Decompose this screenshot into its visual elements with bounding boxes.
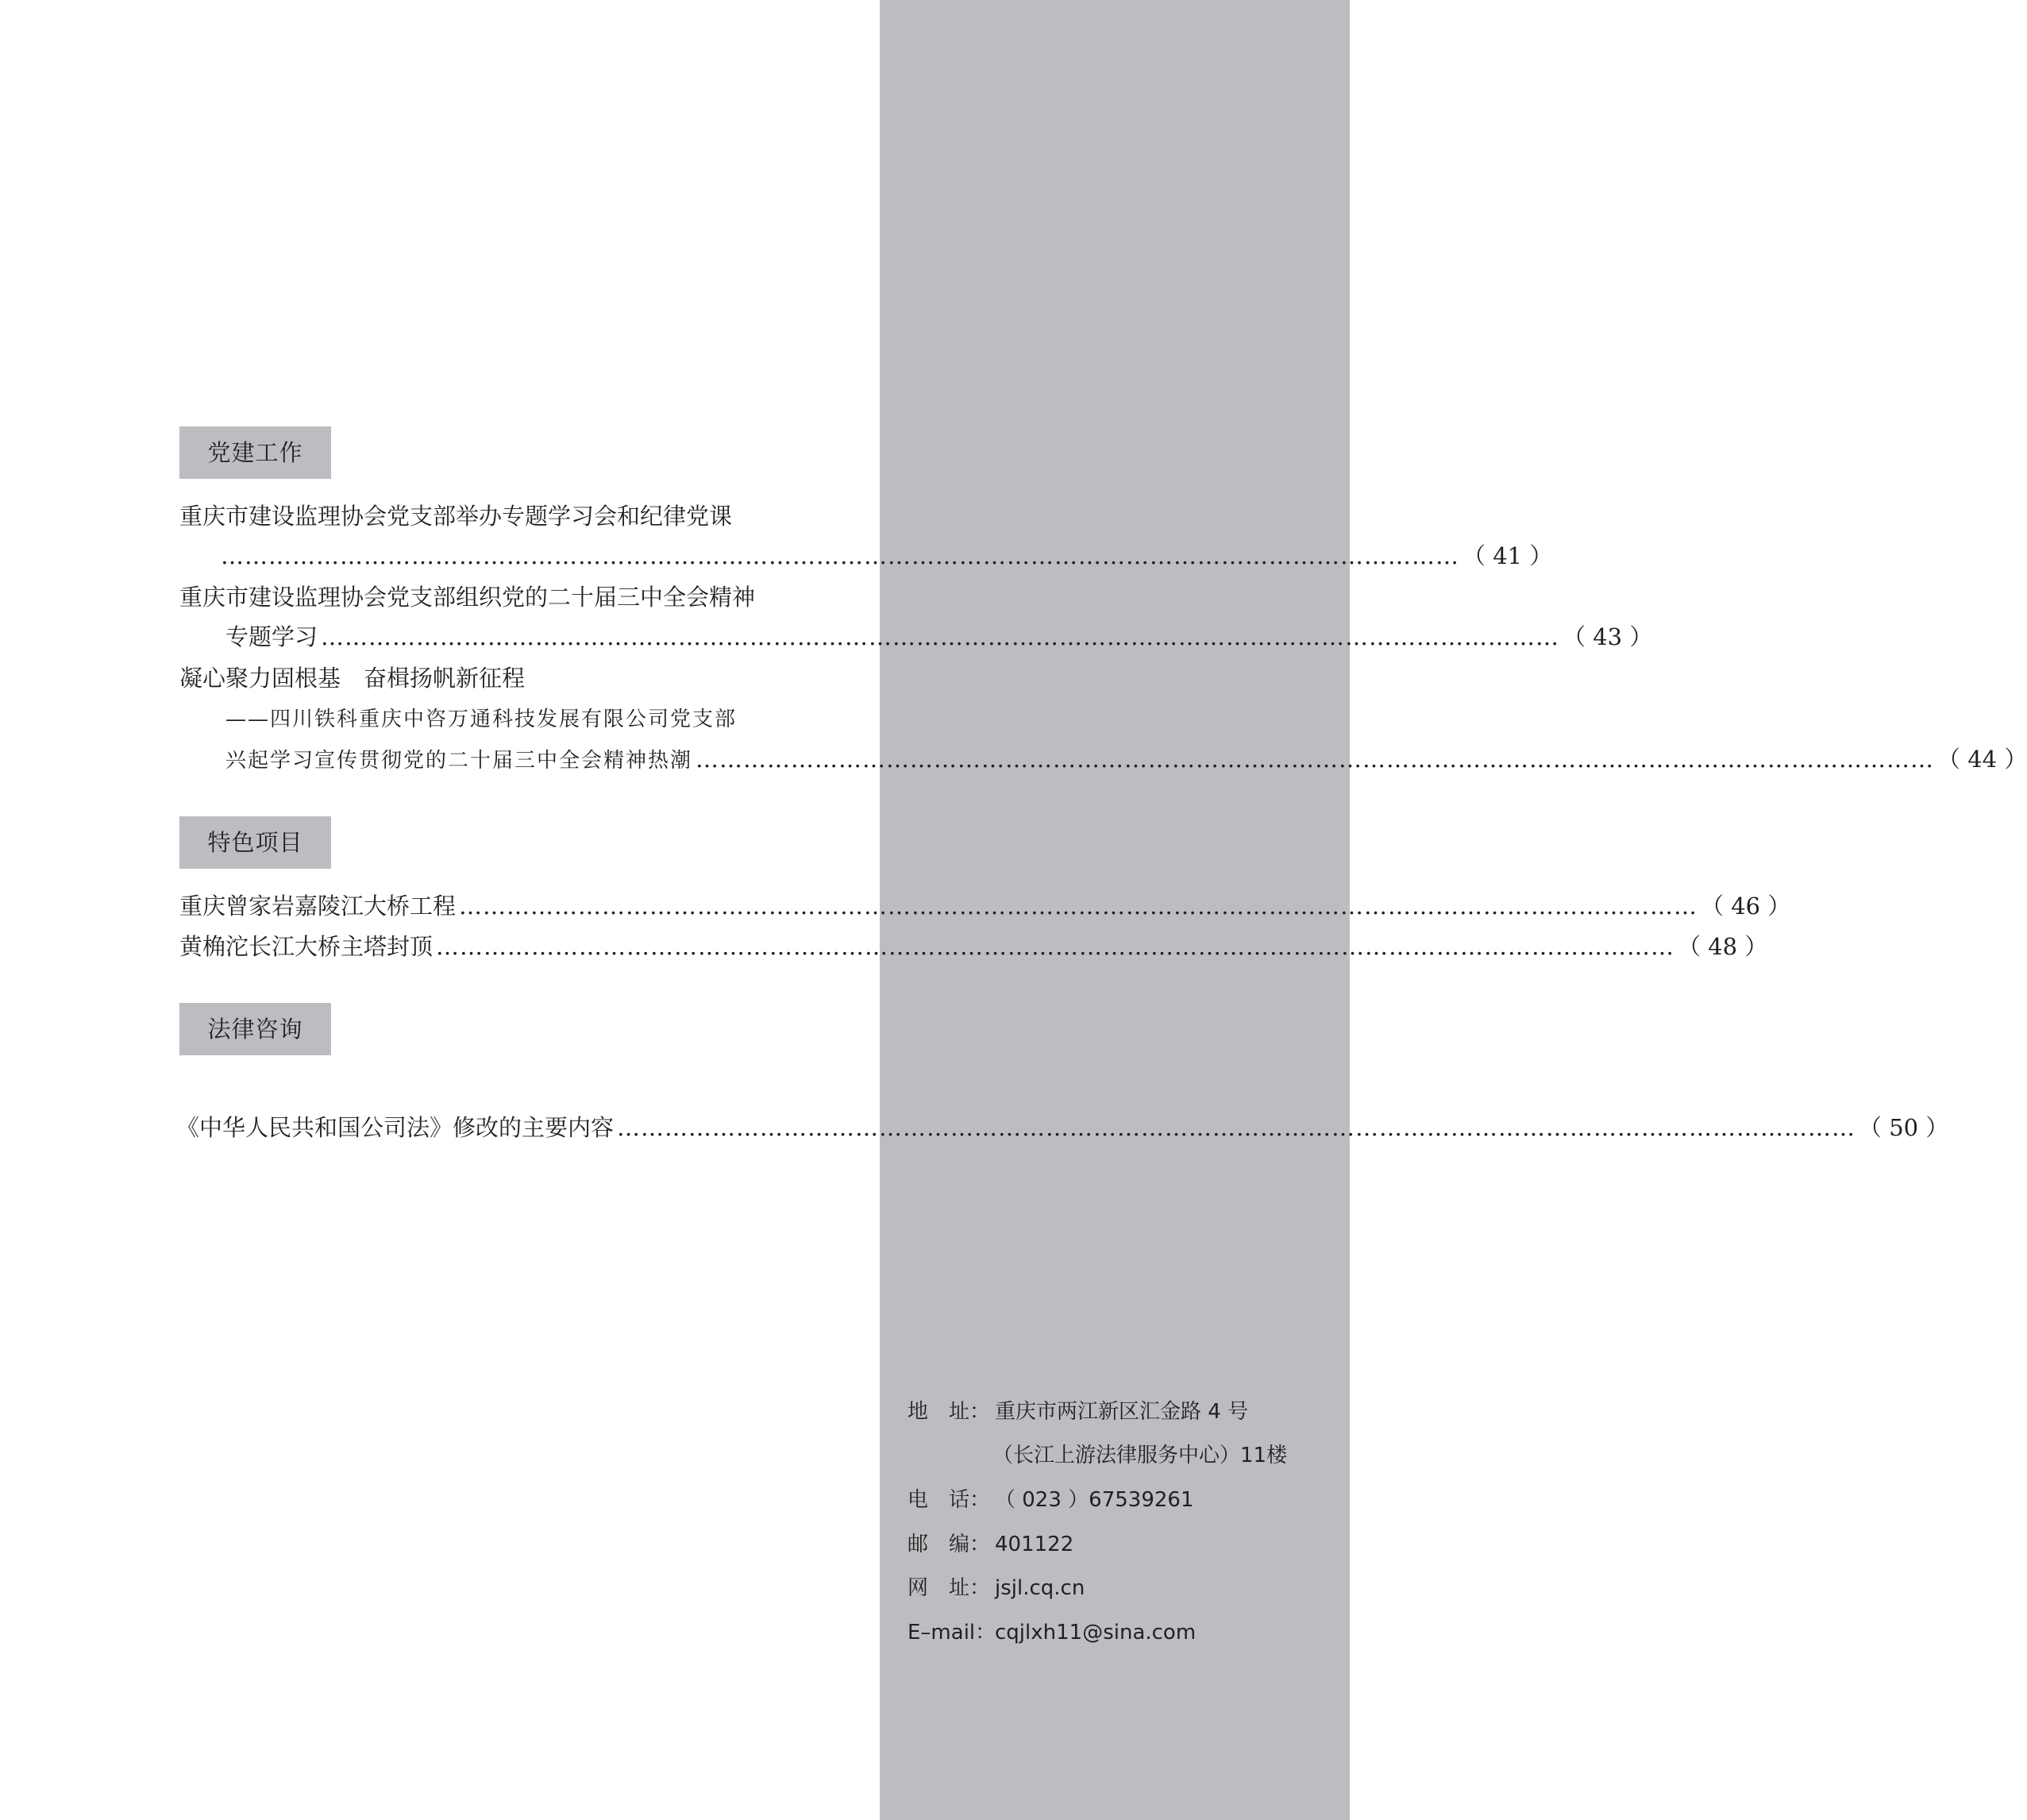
phone-value: （ 023 ）67539261 (995, 1488, 1194, 1512)
toc-entry-4-title: 重庆曾家岩嘉陵江大桥工程 (179, 893, 457, 920)
contact-phone (908, 1484, 1320, 1516)
address-label: 地 址： (908, 1400, 991, 1424)
website-label: 网 址： (908, 1576, 991, 1600)
toc-entry-6-title: 《中华人民共和国公司法》修改的主要内容 (176, 1114, 615, 1141)
email-value: cqjlxh11@sina.com (995, 1621, 1197, 1645)
section-tag-party-building: 党建工作 (179, 426, 331, 479)
toc-entry-2-continuation (225, 619, 1653, 654)
toc-entry-6-page: （ 50 ） (1859, 1114, 1949, 1141)
dot-leader: ………………………………………………………………………………………………………………………………………… (321, 623, 1560, 650)
toc-entry-5-page: （ 48 ） (1678, 933, 1768, 960)
toc-entry-3-subtitle-cont: 兴起学习宣传贯彻党的二十届三中全会精神热潮 (225, 749, 693, 773)
contact-address (908, 1396, 1320, 1428)
dot-leader: ………………………………………………………………………………………………………………………………………… (459, 893, 1698, 920)
phone-label: 电 话： (908, 1488, 991, 1512)
dot-leader: ………………………………………………………………………………………………………………………………………… (696, 746, 1935, 773)
toc-entry-1-title: 重庆市建设监理协会党支部举办专题学习会和纪律党课 (179, 503, 733, 530)
contact-postcode (908, 1529, 1320, 1560)
toc-entry-5 (179, 929, 1768, 964)
dot-leader: ………………………………………………………………………………………………………………………………………… (617, 1114, 1856, 1141)
toc-entry-2-title-cont: 专题学习 (225, 623, 318, 650)
address-line1: 重庆市两江新区汇金路 4 号 (995, 1400, 1249, 1424)
postcode-value: 401122 (995, 1533, 1074, 1556)
contact-address-line2: （长江上游法律服务中心）11楼 (992, 1444, 1288, 1467)
section-tag-featured-projects: 特色项目 (179, 816, 331, 869)
email-label: E–mail： (908, 1621, 996, 1645)
toc-entry-3-page: （ 44 ） (1937, 746, 2027, 773)
section-tag-legal-consulting: 法律咨询 (179, 1003, 331, 1055)
website-value: jsjl.cq.cn (995, 1576, 1085, 1600)
toc-entry-3-title: 凝心聚力固根基 奋楫扬帆新征程 (179, 665, 526, 692)
contact-website (908, 1572, 1320, 1604)
contact-email (908, 1617, 1320, 1648)
dot-leader: ………………………………………………………………………………………………………………………………………… (221, 542, 1459, 569)
toc-entry-2-page: （ 43 ） (1563, 623, 1653, 650)
toc-entry-1-leader (179, 538, 1553, 573)
toc-entry-1-page: （ 41 ） (1462, 542, 1553, 569)
postcode-label: 邮 编： (908, 1533, 991, 1556)
toc-entry-2-title: 重庆市建设监理协会党支部组织党的二十届三中全会精神 (179, 584, 756, 611)
toc-entry-6 (176, 1110, 1949, 1145)
toc-entry-4-page: （ 46 ） (1701, 893, 1791, 920)
toc-entry-4 (179, 889, 1791, 923)
toc-entry-3-subtitle: ——四川铁科重庆中咨万通科技发展有限公司党支部 (225, 708, 738, 731)
toc-entry-3-continuation (225, 742, 2027, 777)
toc-entry-5-title: 黄桷沱长江大桥主塔封顶 (179, 933, 434, 960)
dot-leader: ………………………………………………………………………………………………………………………………………… (436, 933, 1675, 960)
